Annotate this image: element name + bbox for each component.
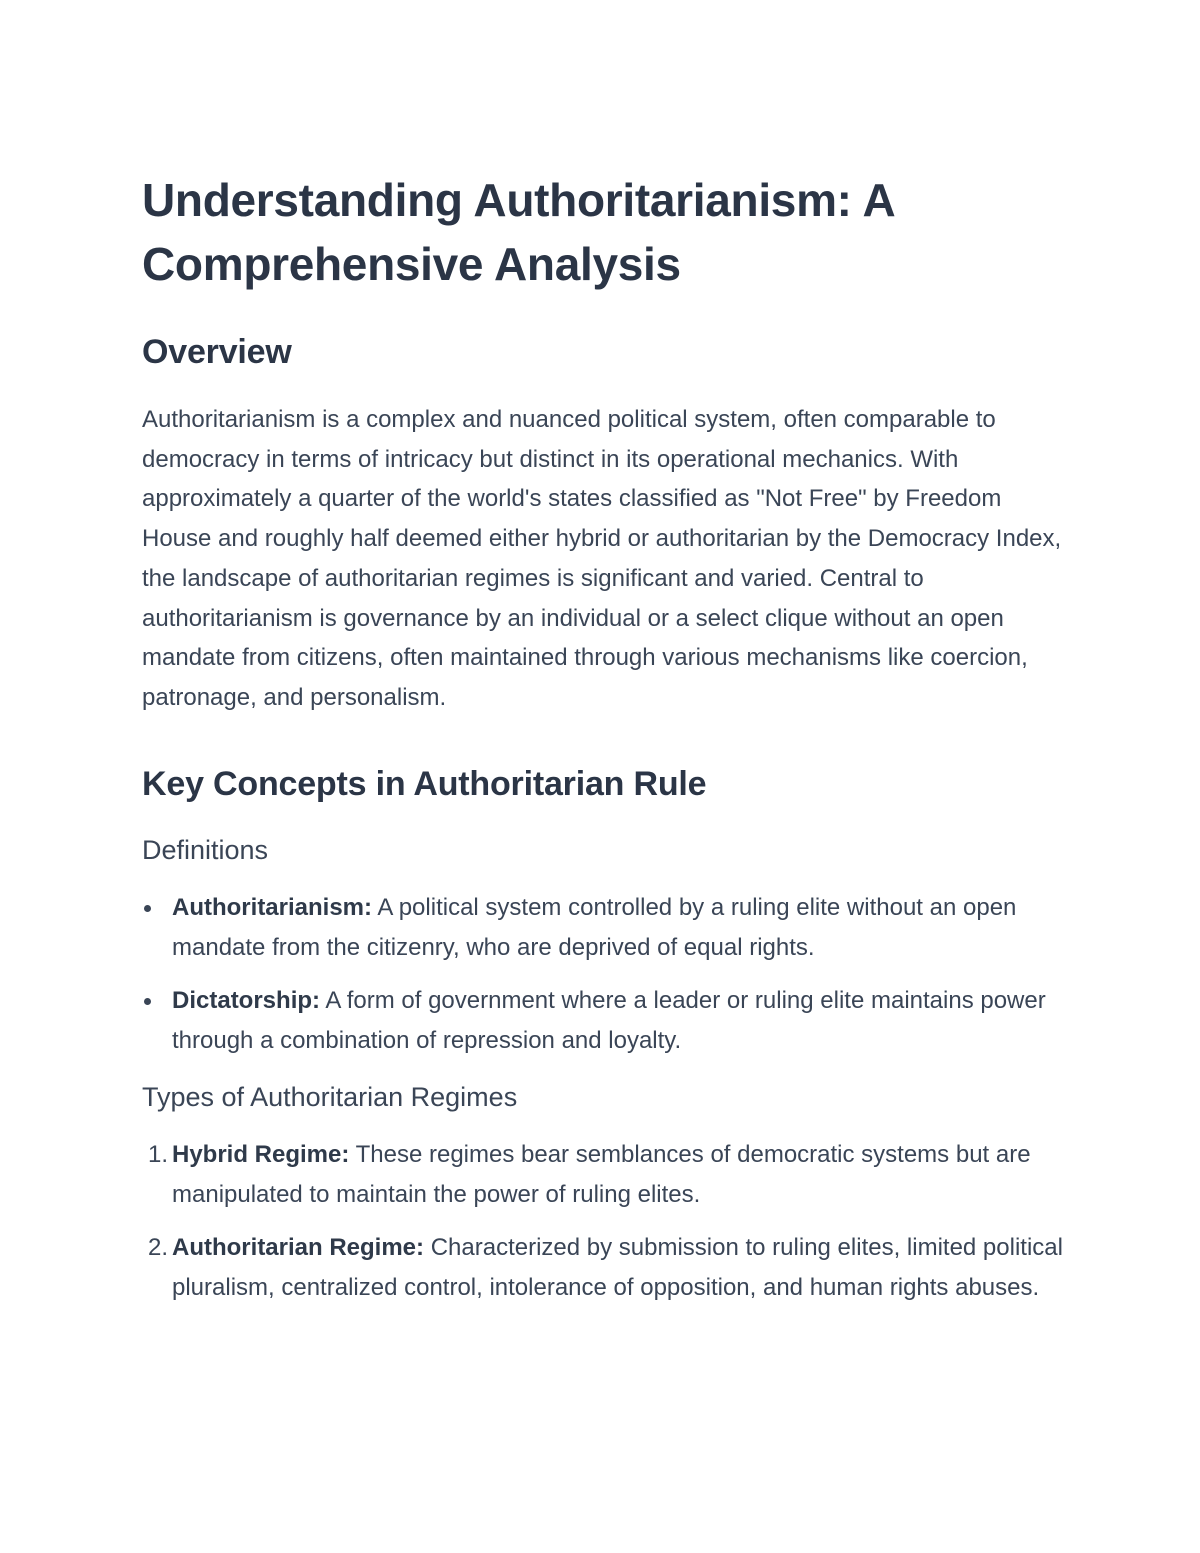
overview-paragraph: Authoritarianism is a complex and nuanced political system, often comparable to democracy in terms of intricacy but distinct in its operational mechanics. With approximately a quarter of the world's states classified as "Not Free" by Freedom House and roughly half deemed either hybrid or authoritarian by the Democracy Index, the landscape of authoritarian regimes is significant and varied. Central to authoritarianism is governance by an individual or a select clique without an open mandate from citizens, often maintained through various mechanisms like coercion, patronage, and personalism. (142, 406, 1062, 711)
list-number: 1. (147, 1140, 168, 1168)
definitions-heading: Definitions (142, 834, 269, 865)
types-heading: Types of Authoritarian Regimes (142, 1081, 518, 1112)
document-title: Understanding Authoritarianism: A Comprehensive Analysis (142, 174, 894, 290)
bullet-icon (144, 905, 151, 912)
type-term: Authoritarian Regime: (172, 1233, 425, 1261)
definition-text: A political system controlled by a ruling elite without an open mandate from the citizenry, who are deprived of equal rights. (172, 893, 1017, 961)
list-item (142, 888, 1072, 968)
types-list (142, 1135, 1072, 1308)
list-number: 2. (147, 1233, 168, 1261)
list-item (142, 1135, 1072, 1215)
overview-heading: Overview (142, 333, 292, 371)
type-text: These regimes bear semblances of democratic systems but are manipulated to maintain the power of ruling elites. (172, 1140, 1031, 1208)
definition-term: Authoritarianism: (172, 893, 373, 921)
document-page (142, 168, 1072, 1321)
definition-term: Dictatorship: (172, 986, 321, 1014)
list-item (142, 1228, 1072, 1308)
definition-text: A form of government where a leader or ruling elite maintains power through a combination of repression and loyalty. (172, 986, 1046, 1054)
type-term: Hybrid Regime: (172, 1140, 350, 1168)
bullet-icon (144, 998, 151, 1005)
list-item (142, 981, 1072, 1061)
definitions-list (142, 888, 1072, 1061)
key-concepts-heading: Key Concepts in Authoritarian Rule (142, 764, 707, 803)
type-text: Characterized by submission to ruling elites, limited political pluralism, centralized control, intolerance of opposition, and human rights abuses. (172, 1233, 1063, 1301)
